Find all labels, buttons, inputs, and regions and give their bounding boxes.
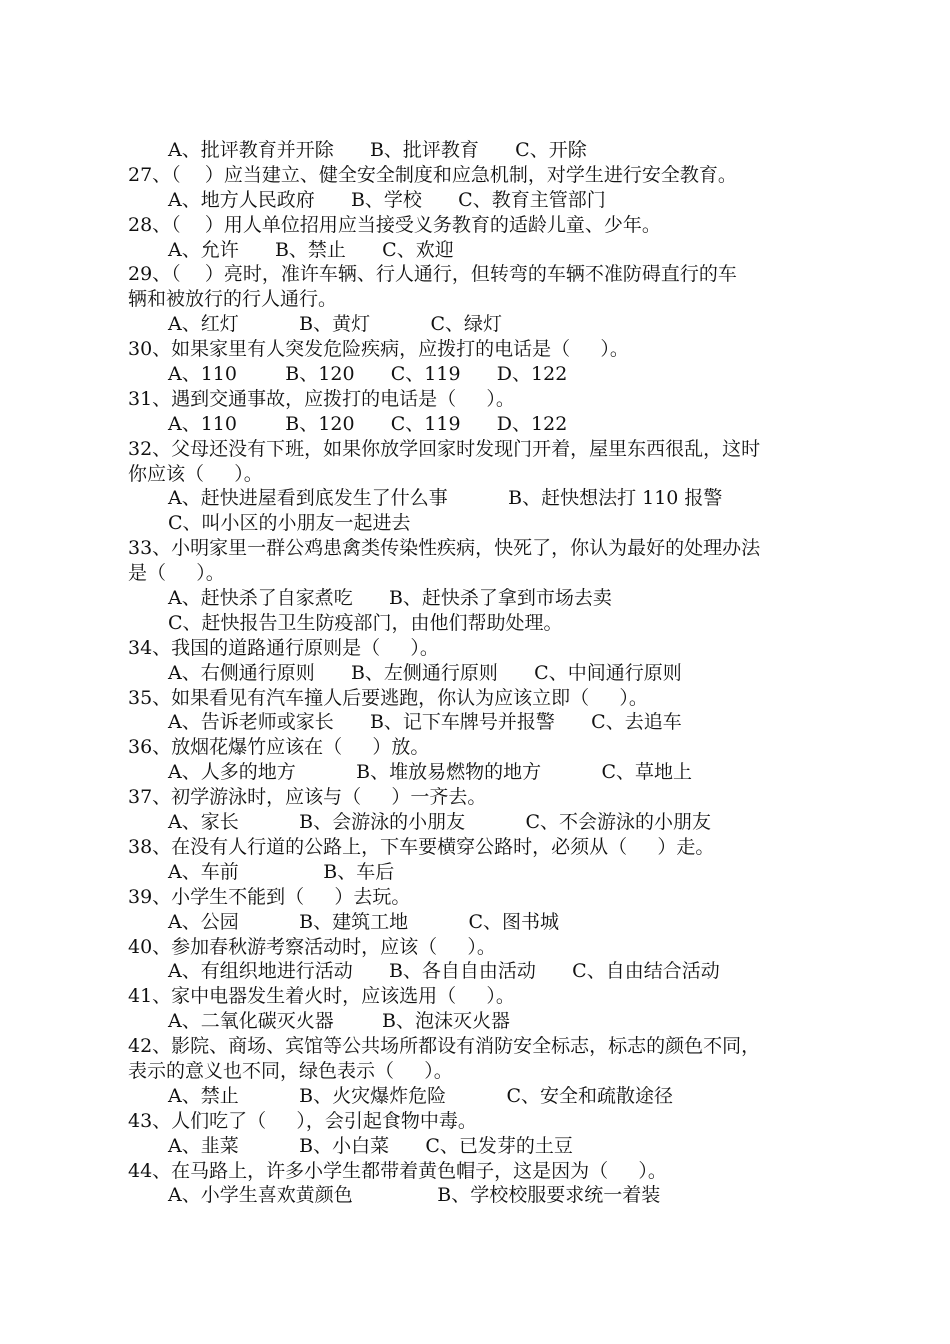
question-text-line: 28、（ ）用人单位招用应当接受义务教育的适龄儿童、少年。 xyxy=(128,213,661,236)
question-text-line: 36、放烟花爆竹应该在（ ）放。 xyxy=(128,736,430,759)
answer-options-line: A、告诉老师或家长 B、记下车牌号并报警 C、去追车 xyxy=(168,711,682,734)
answer-options-line: A、110 B、120 C、119 D、122 xyxy=(168,412,568,435)
answer-options-line: C、赶快报告卫生防疫部门，由他们帮助处理。 xyxy=(168,611,563,634)
question-text-line: 31、遇到交通事故，应拨打的电话是（ ）。 xyxy=(128,387,515,410)
answer-options-line: A、家长 B、会游泳的小朋友 C、不会游泳的小朋友 xyxy=(168,811,712,834)
question-text-line: 是（ ）。 xyxy=(128,562,225,585)
question-text-line: 37、初学游泳时，应该与（ ）一齐去。 xyxy=(128,786,487,809)
question-text-line: 32、父母还没有下班，如果你放学回家时发现门开着，屋里东西很乱，这时 xyxy=(128,437,761,460)
question-text-line: 30、如果家里有人突发危险疾病，应拨打的电话是（ ）。 xyxy=(128,338,629,361)
answer-options-line: A、允许 B、禁止 C、欢迎 xyxy=(168,238,454,261)
answer-options-line: A、二氧化碳灭火器 B、泡沫灭火器 xyxy=(168,1010,511,1033)
question-text-line: 27、（ ）应当建立、健全安全制度和应急机制，对学生进行安全教育。 xyxy=(128,163,737,186)
question-text-line: 42、影院、商场、宾馆等公共场所都设有消防安全标志，标志的颜色不同， xyxy=(128,1035,761,1058)
question-text-line: 33、小明家里一群公鸡患禽类传染性疾病，快死了，你认为最好的处理办法 xyxy=(128,537,761,560)
question-text-line: 41、家中电器发生着火时，应该选用（ ）。 xyxy=(128,985,515,1008)
answer-options-line: A、韭菜 B、小白菜 C、已发芽的土豆 xyxy=(168,1134,573,1157)
answer-options-line: A、车前 B、车后 xyxy=(168,860,395,883)
answer-options-line: A、红灯 B、黄灯 C、绿灯 xyxy=(168,313,503,336)
question-text-line: 29、（ ）亮时，准许车辆、行人通行，但转弯的车辆不准防碍直行的车 xyxy=(128,263,737,286)
answer-options-line: C、叫小区的小朋友一起进去 xyxy=(168,512,411,535)
question-text-line: 你应该（ ）。 xyxy=(128,462,263,485)
question-text-line: 35、如果看见有汽车撞人后要逃跑，你认为应该立即（ ）。 xyxy=(128,686,648,709)
question-text-line: 39、小学生不能到（ ）去玩。 xyxy=(128,885,411,908)
answer-options-line: A、批评教育并开除 B、批评教育 C、开除 xyxy=(168,139,587,161)
answer-options-line: A、地方人民政府 B、学校 C、教育主管部门 xyxy=(168,188,606,211)
answer-options-line: A、公园 B、建筑工地 C、图书城 xyxy=(168,910,560,933)
question-text-line: 40、参加春秋游考察活动时，应该（ ）。 xyxy=(128,935,496,958)
question-text-line: 38、在没有人行道的公路上，下车要横穿公路时，必须从（ ）走。 xyxy=(128,835,715,858)
question-text-line: 表示的意义也不同，绿色表示（ ）。 xyxy=(128,1059,453,1082)
answer-options-line: A、赶快杀了自家煮吃 B、赶快杀了拿到市场去卖 xyxy=(168,587,612,610)
question-text-line: 44、在马路上，许多小学生都带着黄色帽子，这是因为（ ）。 xyxy=(128,1159,667,1182)
answer-options-line: A、人多的地方 B、堆放易燃物的地方 C、草地上 xyxy=(168,761,693,784)
answer-options-line: A、禁止 B、火灾爆炸危险 C、安全和疏散途径 xyxy=(168,1084,674,1107)
answer-options-line: A、有组织地进行活动 B、各自自由活动 C、自由结合活动 xyxy=(168,960,720,983)
question-text-line: 辆和被放行的行人通行。 xyxy=(128,288,338,311)
answer-options-line: A、右侧通行原则 B、左侧通行原则 C、中间通行原则 xyxy=(168,661,682,684)
question-text-line: 43、人们吃了（ ），会引起食物中毒。 xyxy=(128,1109,477,1132)
question-list xyxy=(128,138,828,1208)
answer-options-line: A、110 B、120 C、119 D、122 xyxy=(168,363,568,386)
answer-options-line: A、赶快进屋看到底发生了什么事 B、赶快想法打 110 报警 xyxy=(168,487,723,510)
question-text-line: 34、我国的道路通行原则是（ ）。 xyxy=(128,636,439,659)
answer-options-line: A、小学生喜欢黄颜色 B、学校校服要求统一着装 xyxy=(168,1184,661,1207)
